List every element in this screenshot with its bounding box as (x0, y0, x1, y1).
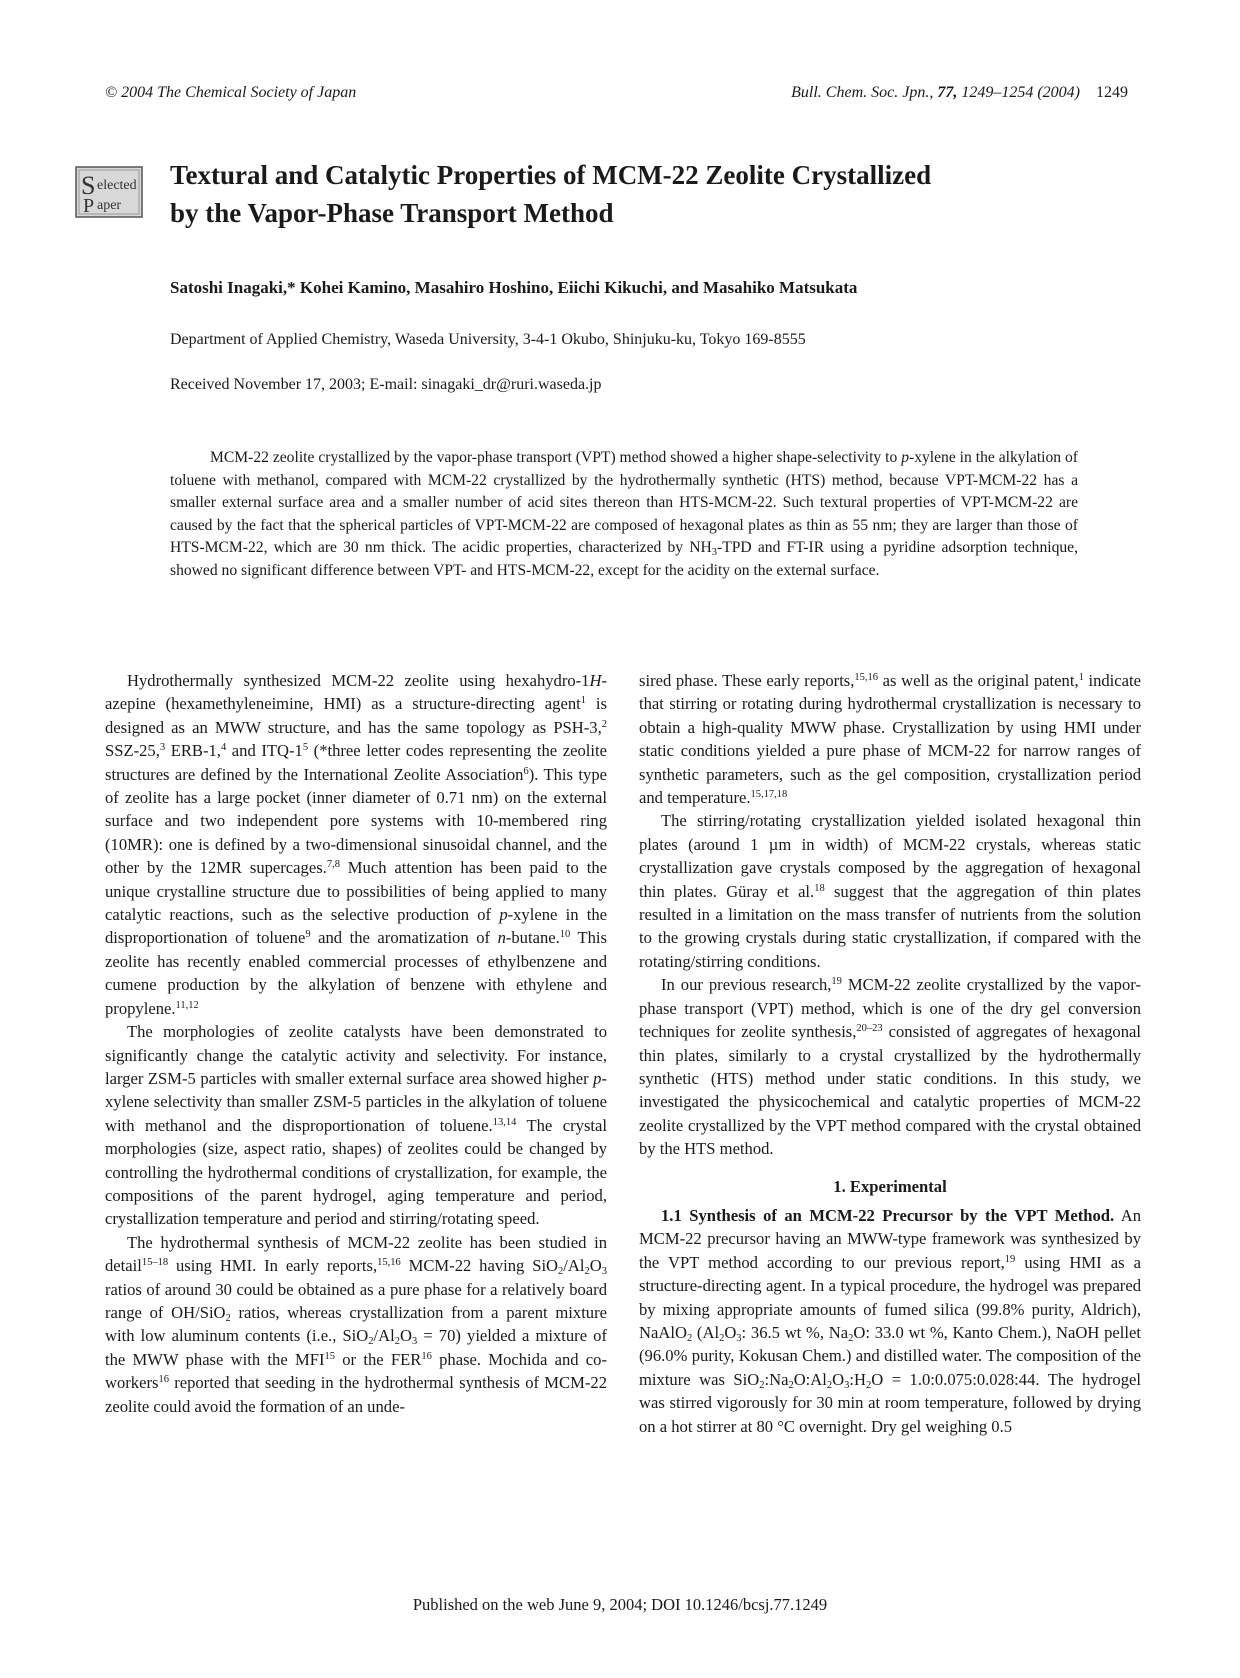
abstract: MCM-22 zeolite crystallized by the vapor-phase transport (VPT) method showed a higher shape-selectivity to p-xylene in the alkylation of toluene with methanol, compared with MCM-22 crystallized by the hydrothermally synthetic (HTS) method, because VPT-MCM-22 has a smaller external surface area and a smaller number of acid sites thereon than HTS-MCM-22. Such textural properties of VPT-MCM-22 are caused by the fact that the spherical particles of VPT-MCM-22 are composed of hexagonal plates as thin as 55 nm; they are larger than those of HTS-MCM-22, which are 30 nm thick. The acidic properties, characterized by $NH_3$-TPD and FT-IR using a pyridine adsorption technique, showed no significant difference between VPT- and HTS-MCM-22, except for the acidity on the external surface. (170, 449, 1078, 579)
paragraph-introduction-5: In our previous research,$^{19}$ MCM-22 zeolite crystallized by the vapor-phase transport (VPT) method, which is one of the dry gel conversion techniques for zeolite synthesis,$^{20-23}$ consisted of aggregates of hexagonal thin plates, similarly to a crystal crystallized by the hydrothermally synthetic (HTS) method under static conditions. In this study, we investigated the physicochemical and catalytic properties of MCM-22 zeolite crystallized by the VPT method compared with the crystal obtained by the HTS method. (639, 975, 1142, 1159)
co-authors: Kohei Kamino, Masahiro Hoshino, Eiichi Kikuchi, and Masahiko Matsukata (295, 278, 858, 297)
paragraph-introduction-2: The morphologies of zeolite catalysts have been demonstrated to significantly change the catalytic activity and selectivity. For instance, larger ZSM-5 particles with smaller external surface area showed higher p-xylene selectivity than smaller ZSM-5 particles in the alkylation of toluene with methanol and the disproportionation of toluene.$^{13,14}$ The crystal morphologies (size, aspect ratio, shapes) of zeolites could be changed by controlling the hydrothermal conditions of crystallization, for example, the compositions of the parent hydrogel, aging temperature and period, crystallization temperature and period and stirring/rotating speed. (105, 1022, 607, 1229)
first-author: Satoshi Inagaki, (170, 278, 288, 297)
paragraph-introduction-1: Hydrothermally synthesized MCM-22 zeolite using hexahydro-1H-azepine (hexamethyleneimine, HMI) as a structure-directing agent$^1$ is designed as an MWW structure, and has the same topology as PSH-3,$^2$ SSZ-25,$^3$ ERB-1,$^4$ and ITQ-$1^5$ (*three letter codes representing the zeolite structures are defined by the International Zeolite Association$^6$). This type of zeolite has a large pocket (inner diameter of 0.71 nm) on the external surface and two independent pore systems with 10-membered ring (10MR): one is defined by a two-dimensional sinusoidal channel, and the other by the 12MR supercages.$^{7,8}$ Much attention has been paid to the unique crystalline structure due to possibilities of being applied to many catalytic reactions, such as the selective production of p-xylene in the disproportionation of toluene$^9$ and the aromatization of n-butane.$^{10}$ This zeolite has recently enabled commercial processes of ethylbenzene and cumene production by the alkylation of benzene with ethylene and propylene.$^{11,12}$ (105, 671, 608, 1018)
badge-word-aper: aper (97, 198, 122, 213)
affiliation: Department of Applied Chemistry, Waseda University, 3-4-1 Okubo, Shinjuku-ku, Tokyo 169-8555 (170, 331, 806, 348)
paragraph-introduction-3: The hydrothermal synthesis of MCM-22 zeolite has been studied in detail$^{15-18}$ using HMI. In early reports,$^{15,16}$ MCM-22 having $SiO_2/Al_2O_3$ ratios of around 30 could be obtained as a pure phase for a relatively board range of OH/SiO$_2$ ratios, whereas crystallization from a parent mixture with low aluminum contents (i.e., $SiO_2/Al_2O_3 = 70$) yielded a mixture of the MWW phase with the MFI$^{15}$ or the FER$^{16}$ phase. Mochida and co-workers$^{16}$ reported that seeding in the hydrothermal synthesis of MCM-22 zeolite could avoid the formation of an unde- (105, 1232, 607, 1416)
paragraph-introduction-3-continued: sired phase. These early reports,$^{15,16}$ as well as the original patent,$^1$ indicate that stirring or rotating during hydrothermal crystallization is necessary to obtain a high-quality MWW phase. Crystallization by using HMI under static conditions yielded a pure phase of MCM-22 for narrow ranges of synthetic parameters, such as the gel composition, crystallization period and temperature.$^{15,17,18}$ (639, 671, 1141, 808)
volume-number: 77, (937, 84, 958, 101)
running-header-copyright: © 2004 The Chemical Society of Japan (105, 84, 357, 101)
badge-word-elected: elected (97, 178, 137, 193)
subsection-heading: 1.1 Synthesis of an MCM-22 Precursor by the VPT Method. (661, 1205, 1115, 1225)
running-header-citation (791, 84, 1128, 102)
body-column-left (105, 669, 607, 1418)
title-line-2: by the Vapor-Phase Transport Method (170, 198, 614, 228)
title-line-1: Textural and Catalytic Properties of MCM-22 Zeolite Crystallized (170, 160, 932, 190)
paragraph-experimental-1: 1.1 Synthesis of an MCM-22 Precursor by the VPT Method. An MCM-22 precursor having an MWW-type framework was synthesized by the VPT method according to our previous report,$^{19}$ using HMI as a structure-directing agent. In a typical procedure, the hydrogel was prepared by mixing appropriate amounts of fumed silica (99.8% purity, Aldrich), NaAlO$_2$ ($Al_2O_3$: 36.5 wt %, $Na_2O$: 33.0 wt %, Kanto Chem.), NaOH pellet (96.0% purity, Kokusan Chem.) and distilled water. The composition of the mixture was $SiO_2:Na_2O:Al_2O_3:H_2O$ = 1.0:0.075:0.028:44. The hydrogel was stirred vigorously for 30 min at room temperature, followed by drying on a hot stirrer at 80 °C overnight. Dry gel weighing 0.5 (639, 1205, 1141, 1436)
body-column-right (639, 669, 1141, 1438)
author-list (170, 278, 857, 298)
paper-title (170, 156, 1130, 232)
section-heading: 1. Experimental (833, 1176, 947, 1196)
publication-footer: Published on the web June 9, 2004; DOI 10.1246/bcsj.77.1249 (412, 1595, 828, 1614)
journal-name: Bull. Chem. Soc. Jpn., (791, 84, 934, 101)
page-range-year: 1249–1254 (2004) (961, 84, 1080, 101)
badge-initial-s: S (81, 171, 96, 200)
paragraph-introduction-4: The stirring/rotating crystallization yielded isolated hexagonal thin plates (around 1 µm in width) of MCM-22 crystals, whereas static crystallization gave crystals composed by the aggregation of hexagonal thin plates. Güray et al.$^{18}$ suggest that the aggregation of thin plates resulted in a limitation on the mass transfer of nutrients from the solution to the growing crystals during static crystallization, if compared with the rotating/stirring conditions. (639, 811, 1141, 971)
badge-initial-p: P (83, 195, 95, 217)
received-and-email: Received November 17, 2003; E-mail: sinagaki_dr@ruri.waseda.jp (170, 376, 602, 393)
page-number: 1249 (1096, 84, 1128, 101)
selected-paper-badge (75, 166, 143, 218)
corresponding-author-mark: * (287, 278, 296, 297)
